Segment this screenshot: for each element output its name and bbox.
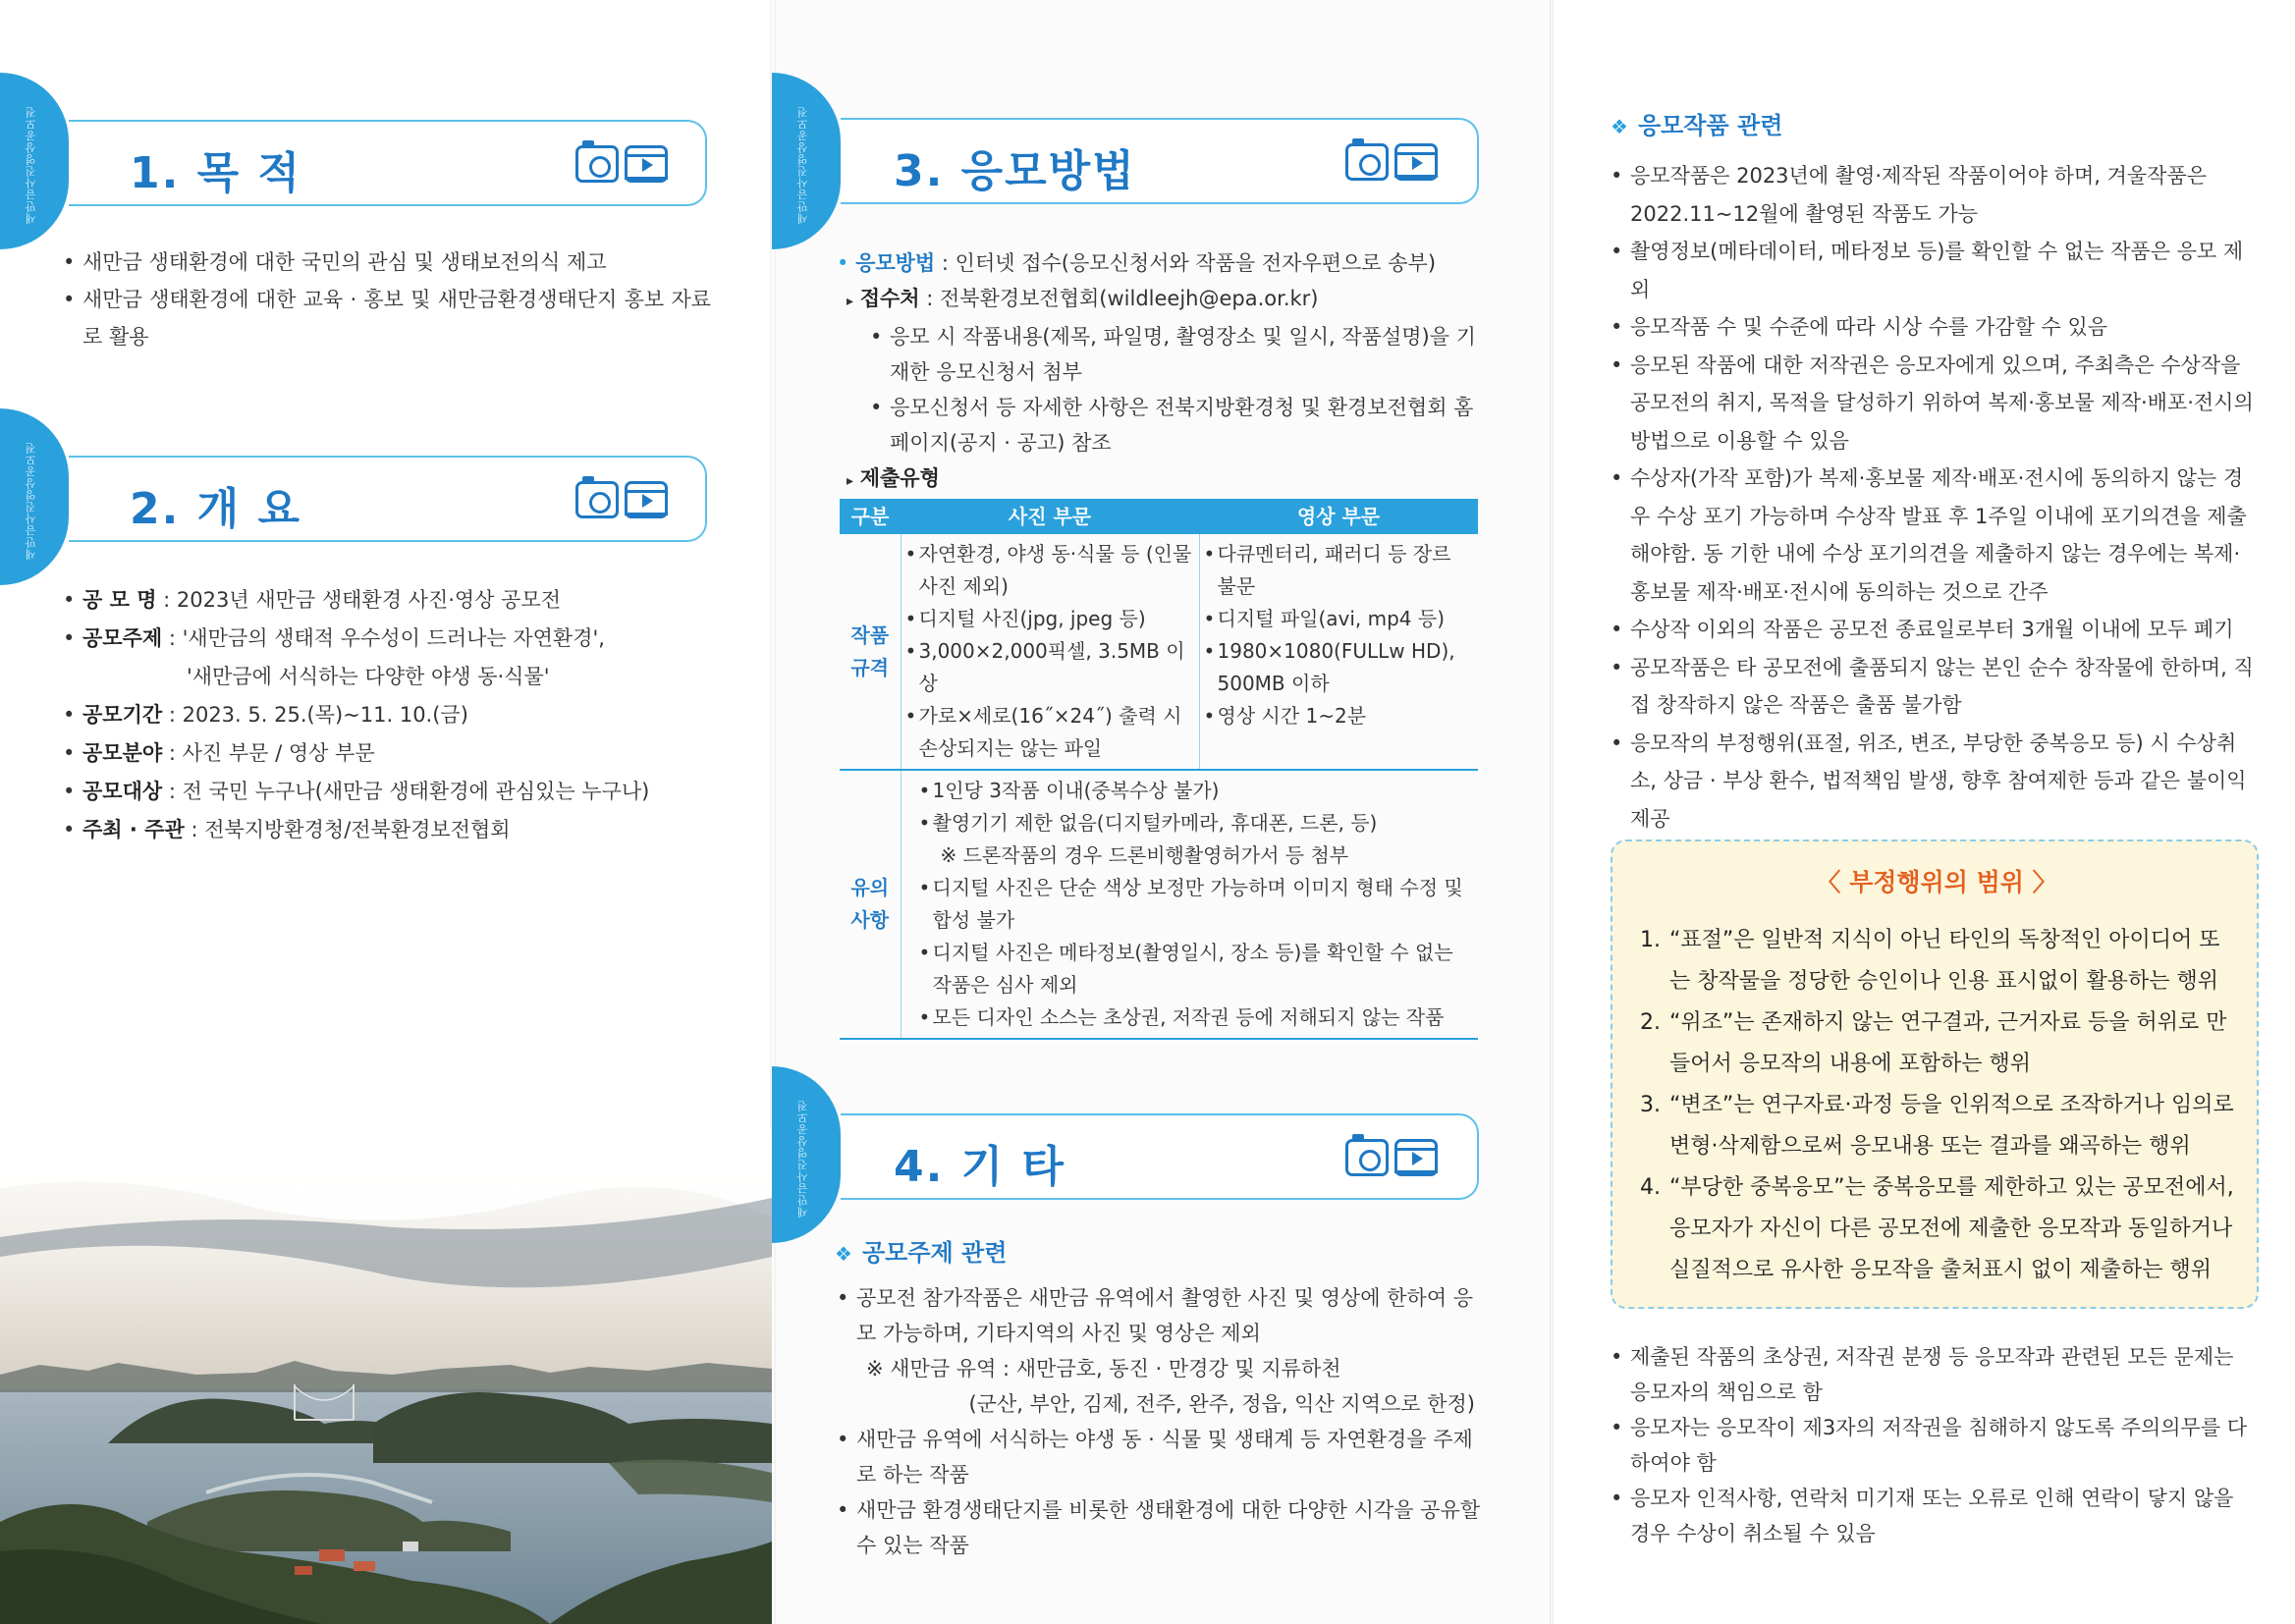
row-label: 공모대상 [82,780,163,803]
media-icons [1339,1139,1438,1176]
box-item [1640,1002,2239,1085]
list-item: • 응모작품 수 및 수준에 따라 시상 수를 가감할 수 있음 [1611,308,2255,347]
item-number: 1. [1640,928,1661,952]
overview-row [63,734,740,773]
table-cell [1199,534,1478,770]
row-header: 작품 규격 [840,534,901,770]
overview-row [63,696,740,734]
camera-icon [1345,143,1389,181]
section-side-tab [772,73,841,249]
list-item: • 공모전 참가작품은 새만금 유역에서 촬영한 사진 및 영상에 한하여 응모 가능하며, 기타지역의 사진 및 영상은 제외 [837,1280,1487,1351]
section-overview [0,408,717,585]
box-item [1640,920,2239,1002]
landscape-photo [0,1129,772,1624]
section-header-box [841,118,1479,204]
cell-item: • 3,000×2,000픽셀, 3.5MB 이상 [905,635,1195,700]
list-item: • 응모작품은 2023년에 촬영·제작된 작품이어야 하며, 겨울작품은 2022.11~12월에 촬영된 작품도 가능 [1611,157,2255,233]
section-purpose [0,73,717,249]
cell-item: • 촬영기기 제한 없음(디지털카메라, 휴대폰, 드론, 등) [919,807,1475,839]
overview-row [63,620,740,658]
diamond-icon: ❖ [835,1242,852,1266]
subhead-text: 응모작품 관련 [1637,112,1783,139]
list-note: ※ 새만금 유역 : 새만금호, 동진 · 만경강 및 지류하천 [866,1357,1341,1380]
section-side-tab [0,73,69,249]
list-item: • 응모신청서 등 자세한 사항은 전북지방환경청 및 환경보전협회 홈페이지(공지 · 공고) 참조 [870,390,1485,460]
subhead [1611,106,1782,140]
table-header-row [840,499,1478,534]
cell-item: • 1인당 3작품 이내(중복수상 불가) [919,775,1475,807]
item-text: “표절”은 일반적 지식이 아닌 타인의 독창적인 아이디어 또는 창작물을 정당한 승인이나 인용 표시없이 활용하는 행위 [1669,928,2220,994]
list-item: • 응모 시 작품내용(제목, 파일명, 촬영장소 및 일시, 작품설명)을 기재한 응모신청서 첨부 [870,319,1485,390]
misconduct-box [1611,839,2259,1309]
submission-table [840,499,1478,1040]
cell-item: • 다큐멘터리, 패러디 등 장르 불문 [1204,538,1475,603]
overview-row-continued: '새만금에 서식하는 다양한 야생 동·식물' [187,665,550,688]
section-application-method [772,73,1489,249]
cell-note: ※ 드론작품의 경우 드론비행촬영허가서 등 첨부 [940,843,1349,867]
list-item: • 제출된 작품의 초상권, 저작권 분쟁 등 응모작과 관련된 모든 문제는 응모자의 책임으로 함 [1611,1339,2255,1410]
section-side-tab [772,1066,841,1243]
section-title: 2. 개 요 [130,484,301,534]
section-title: 1. 목 적 [130,148,301,198]
subhead [835,1233,1007,1268]
list-item: • 새만금 생태환경에 대한 국민의 관심 및 생태보전의식 제고 [63,244,711,281]
film-icon [625,481,668,518]
list-note: (군산, 부안, 김제, 전주, 완주, 정읍, 익산 지역으로 한정) [968,1392,1475,1416]
receiver-line: ▸ 접수처 : 전북환경보전협회(wildleejh@epa.or.kr) [847,287,1319,310]
side-tab-text: 새만금사진영상공모전 [796,106,809,224]
cell-item: • 자연환경, 야생 동·식물 등 (인물사진 제외) [905,538,1195,603]
camera-icon [1345,1139,1389,1176]
section-header-box [69,120,707,206]
row-label: 주최 · 주관 [82,818,185,841]
list-item: • 응모작의 부정행위(표절, 위조, 변조, 부당한 중복응모 등) 시 수상취소, 상금 · 부상 환수, 법적책임 발생, 향후 참여제한 등과 같은 불이익 제공 [1611,725,2255,839]
film-icon [625,145,668,183]
table-row [840,770,1478,1039]
method-block [837,245,1485,499]
table-header: 영상 부문 [1199,499,1478,534]
list-item: • 응모자 인적사항, 연락처 미기재 또는 오류로 인해 연락이 닿지 않을 경우 수상이 취소될 수 있음 [1611,1481,2255,1551]
cell-item: • 디지털 사진은 메타정보(촬영일시, 장소 등)를 확인할 수 없는 작품은 심사 제외 [919,937,1475,1001]
film-icon [1394,143,1438,181]
camera-icon [575,145,619,183]
cell-item: • 디지털 사진(jpg, jpeg 등) [905,603,1195,635]
box-item [1640,1167,2239,1291]
cell-item: • 디지털 파일(avi, mp4 등) [1204,603,1475,635]
subhead-text: 공모주제 관련 [861,1239,1008,1267]
liability-list [1611,1339,2255,1551]
list-item: • 응모자는 응모작이 제3자의 저작권을 침해하지 않도록 주의의무를 다하여야 함 [1611,1410,2255,1481]
item-text: “위조”는 존재하지 않는 연구결과, 근거자료 등을 허위로 만들어서 응모작의 내용에 포함하는 행위 [1669,1010,2227,1076]
row-label: 공모주제 [82,626,163,650]
list-item: • 공모작품은 타 공모전에 출품되지 않는 본인 순수 창작물에 한하며, 직접 창작하지 않은 작품은 출품 불가함 [1611,649,2255,725]
section-others [772,1066,1489,1243]
list-item: • 수상작 이외의 작품은 공모전 종료일로부터 3개월 이내에 모두 폐기 [1611,611,2255,649]
cell-item: • 디지털 사진은 단순 색상 보정만 가능하며 이미지 형태 수정 및 합성 불가 [919,872,1475,937]
row-label: 공모기간 [82,703,163,727]
cell-item: • 모든 디자인 소스는 초상권, 저작권 등에 저해되지 않는 작품 [919,1001,1475,1034]
section-header-box [69,456,707,542]
box-title: 〈 부정행위의 범위 〉 [1816,868,2057,896]
side-tab-text: 새만금사진영상공모전 [796,1100,809,1218]
item-number: 2. [1640,1010,1661,1035]
side-tab-text: 새만금사진영상공모전 [25,442,37,560]
list-item: • 촬영정보(메타데이터, 메타정보 등)를 확인할 수 없는 작품은 응모 제외 [1611,233,2255,308]
overview-row [63,811,740,849]
submit-type-line: ▸ 제출유형 [847,466,940,490]
cell-item: • 가로×세로(16˝×24˝) 출력 시 손상되지는 않는 파일 [905,700,1195,765]
table-cell [901,534,1199,770]
row-value: : 사진 부문 / 영상 부문 [168,741,375,765]
table-row [840,534,1478,770]
box-item [1640,1085,2239,1167]
overview-row [63,581,740,620]
receiver-value: : 전북환경보전협회(wildleejh@epa.or.kr) [919,287,1319,310]
media-icons [570,481,668,518]
row-value: : 전북지방환경청/전북환경보전협회 [191,818,511,841]
section-header-box [841,1113,1479,1200]
row-value: : 2023. 5. 25.(목)~11. 10.(금) [168,703,468,727]
submit-type-label: 제출유형 [859,466,940,490]
overview-list [63,581,740,849]
list-item: • 새만금 유역에 서식하는 야생 동 · 식물 및 생태계 등 자연환경을 주제로 하는 작품 [837,1422,1487,1492]
media-icons [570,145,668,183]
method-line: • 응모방법 : 인터넷 접수(응모신청서와 작품을 전자우편으로 송부) [837,251,1437,275]
table-header: 사진 부문 [901,499,1199,534]
row-label: 공 모 명 [82,588,157,612]
row-value: : '새만금의 생태적 우수성이 드러나는 자연환경', [168,626,605,650]
media-icons [1339,143,1438,181]
row-header: 유의 사항 [840,770,901,1039]
item-text: “부당한 중복응모”는 중복응모를 제한하고 있는 공모전에서, 응모자가 자신이 다른 공모전에 제출한 응모작과 동일하거나 실질적으로 유사한 응모작을 출처표시 없이 제출하는 행위 [1669,1175,2234,1282]
overview-row [63,773,740,811]
table-cell [901,770,1478,1039]
method-value: : 인터넷 접수(응모신청서와 작품을 전자우편으로 송부) [935,251,1437,275]
row-label: 공모분야 [82,741,163,765]
item-number: 3. [1640,1093,1661,1117]
list-item: • 수상자(가작 포함)가 복제·홍보물 제작·배포·전시에 동의하지 않는 경우 수상 포기 가능하며 수상작 발표 후 1주일 이내에 포기의견을 제출해야함. 동 기한 내에 수상 포기의견을 제출하지 않는 경우에는 복제·홍보물 제작·배포·전시에 동의하는 것으로 간주 [1611,460,2255,611]
table-header: 구분 [840,499,901,534]
list-item: • 새만금 환경생태단지를 비롯한 생태환경에 대한 다양한 시각을 공유할 수 있는 작품 [837,1492,1487,1563]
list-item: • 새만금 생태환경에 대한 교육 · 홍보 및 새만금환경생태단지 홍보 자료로 활용 [63,281,711,355]
list-item: • 응모된 작품에 대한 저작권은 응모자에게 있으며, 주최측은 수상작을 공모전의 취지, 목적을 달성하기 위하여 복제·홍보물 제작·배포·전시의 방법으로 이용할 수 있음 [1611,347,2255,460]
box-items [1640,920,2239,1291]
cell-item: • 1980×1080(FULLw HD), 500MB 이하 [1204,635,1475,700]
row-value: : 전 국민 누구나(새만금 생태환경에 관심있는 누구나) [168,780,650,803]
cell-item: • 영상 시간 1~2분 [1204,700,1475,732]
fold-line [1550,0,1554,1624]
item-text: “변조”는 연구자료·과정 등을 인위적으로 조작하거나 임의로 변형·삭제함으로써 응모내용 또는 결과를 왜곡하는 행위 [1669,1093,2234,1159]
row-value: : 2023년 새만금 생태환경 사진·영상 공모전 [163,588,562,612]
section-side-tab [0,408,69,585]
side-tab-text: 새만금사진영상공모전 [25,106,37,224]
item-number: 4. [1640,1175,1661,1200]
diamond-icon: ❖ [1611,115,1628,138]
others-list [837,1280,1487,1563]
receiver-label: 접수처 [859,287,920,310]
section-title: 4. 기 타 [894,1142,1066,1192]
section-title: 3. 응모방법 [894,146,1136,196]
method-label: 응모방법 [855,251,936,275]
entry-rules-list [1611,157,2255,913]
film-icon [1394,1139,1438,1176]
camera-icon [575,481,619,518]
purpose-list [63,244,711,355]
